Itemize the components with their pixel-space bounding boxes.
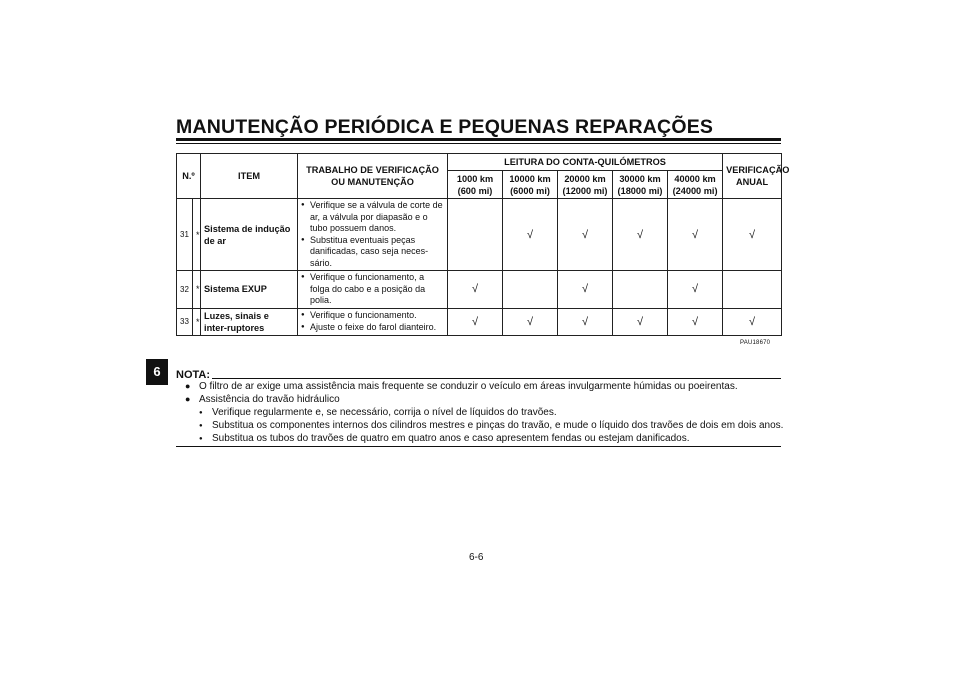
nota-subitem: ● Substitua os tubos do travões de quatro em quatro anos e caso apresentem fendas ou estejam danificados. <box>185 432 785 445</box>
check-cell <box>723 271 782 309</box>
table-row <box>177 199 782 271</box>
row-item: Luzes, sinais e inter-ruptores <box>201 308 298 335</box>
nota-item: ● Assistência do travão hidráulico <box>185 393 785 406</box>
title-underline-thick <box>176 138 781 141</box>
check-cell <box>613 271 668 309</box>
table-row <box>177 308 782 335</box>
row-item: Sistema de indução de ar <box>201 199 298 271</box>
row-work <box>298 199 448 271</box>
page-number: 6-6 <box>469 552 484 563</box>
check-cell: √ <box>448 308 503 335</box>
row-item: Sistema EXUP <box>201 271 298 309</box>
work-step: ● Verifique o funcionamento. <box>301 310 444 322</box>
row-star: * <box>193 308 201 335</box>
check-cell: √ <box>668 308 723 335</box>
header-annual: VERIFICAÇÃO ANUAL <box>723 154 782 199</box>
nota-subitem: ● Verifique regularmente e, se necessário, corrija o nível de líquidos do travões. <box>185 406 785 419</box>
check-cell: √ <box>613 199 668 271</box>
header-interval-1: 1000 km (600 mi) <box>448 171 503 199</box>
check-cell: √ <box>448 271 503 309</box>
nota-rule <box>212 378 781 379</box>
work-step: ● Verifique se a válvula de corte de ar, a válvula por diapasão e o tubo possuem danos. <box>301 200 444 235</box>
header-interval-3: 20000 km (12000 mi) <box>558 171 613 199</box>
nota-list <box>185 380 785 445</box>
check-cell: √ <box>558 308 613 335</box>
header-odometer: LEITURA DO CONTA-QUILÓMETROS <box>448 154 723 171</box>
check-cell <box>448 199 503 271</box>
header-work: TRABALHO DE VERIFICAÇÃO OU MANUTENÇÃO <box>298 154 448 199</box>
row-number: 32 <box>177 271 193 309</box>
chapter-tab: 6 <box>146 359 168 385</box>
page-title: MANUTENÇÃO PERIÓDICA E PEQUENAS REPARAÇÕES <box>176 116 714 138</box>
work-step: ● Ajuste o feixe do farol dianteiro. <box>301 322 444 334</box>
check-cell: √ <box>503 199 558 271</box>
check-cell: √ <box>613 308 668 335</box>
nota-label: NOTA: <box>176 369 211 381</box>
nota-item: ● O filtro de ar exige uma assistência mais frequente se conduzir o veículo em áreas invulgarmente húmidas ou poeirentas. <box>185 380 785 393</box>
nota-rule-bottom <box>176 446 781 447</box>
document-code: PAU18670 <box>740 340 771 346</box>
title-underline-thin <box>176 143 781 144</box>
header-interval-2: 10000 km (6000 mi) <box>503 171 558 199</box>
check-cell: √ <box>558 271 613 309</box>
header-interval-4: 30000 km (18000 mi) <box>613 171 668 199</box>
check-cell: √ <box>503 308 558 335</box>
work-step: ● Substitua eventuais peças danificadas, caso seja neces-sário. <box>301 235 444 270</box>
check-cell: √ <box>723 308 782 335</box>
table-row <box>177 271 782 309</box>
row-number: 33 <box>177 308 193 335</box>
check-cell <box>503 271 558 309</box>
header-num: N.º <box>177 154 201 199</box>
row-work <box>298 271 448 309</box>
check-cell: √ <box>668 199 723 271</box>
nota-subitem: ● Substitua os componentes internos dos cilindros mestres e pinças do travão, e mude o líquido dos travões de dois em dois anos. <box>185 419 785 432</box>
header-item: ITEM <box>201 154 298 199</box>
row-number: 31 <box>177 199 193 271</box>
row-work <box>298 308 448 335</box>
maintenance-table <box>176 153 790 336</box>
check-cell: √ <box>668 271 723 309</box>
check-cell: √ <box>558 199 613 271</box>
work-step: ● Verifique o funcionamento, a folga do cabo e a posição da polia. <box>301 272 444 307</box>
row-star: * <box>193 271 201 309</box>
row-star: * <box>193 199 201 271</box>
check-cell: √ <box>723 199 782 271</box>
header-interval-5: 40000 km (24000 mi) <box>668 171 723 199</box>
